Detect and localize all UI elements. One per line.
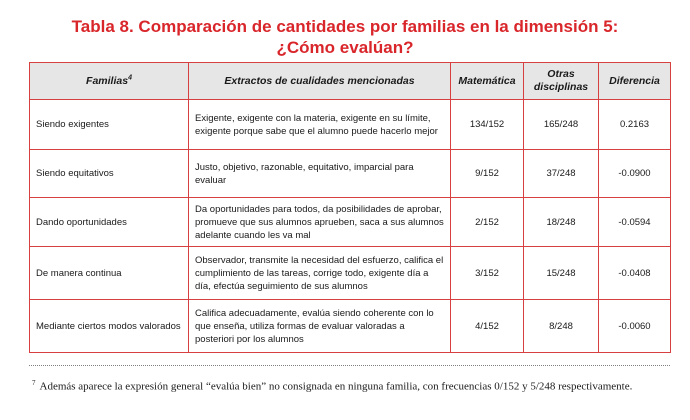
table-row	[30, 247, 671, 300]
cell-familia: De manera continua	[30, 247, 189, 300]
table-title	[0, 16, 690, 58]
cell-matematica: 3/152	[451, 247, 524, 300]
table-row	[30, 300, 671, 353]
cell-otras: 165/248	[524, 100, 599, 150]
header-otras-disciplinas: Otras disciplinas	[524, 63, 599, 100]
cell-extracto: Califica adecuadamente, evalúa siendo coherente con lo que enseña, utiliza formas de evaluar valoradas a posteriori por los alumnos	[189, 300, 451, 353]
header-diferencia: Diferencia	[599, 63, 671, 100]
cell-diferencia: 0.2163	[599, 100, 671, 150]
cell-otras: 8/248	[524, 300, 599, 353]
cell-diferencia: -0.0408	[599, 247, 671, 300]
cell-familia: Siendo equitativos	[30, 150, 189, 198]
cell-otras: 15/248	[524, 247, 599, 300]
header-extractos: Extractos de cualidades mencionadas	[189, 63, 451, 100]
cell-matematica: 4/152	[451, 300, 524, 353]
table-header-row	[30, 63, 671, 100]
header-familias-footnote-ref: 4	[128, 74, 132, 81]
table-row	[30, 150, 671, 198]
table-title-line2: ¿Cómo evalúan?	[276, 38, 414, 57]
cell-extracto: Da oportunidades para todos, da posibilidades de aprobar, promueve que sus alumnos aprueben, saca a sus alumnos adelante cuando les va mal	[189, 198, 451, 247]
comparison-table	[29, 62, 671, 353]
cell-familia: Dando oportunidades	[30, 198, 189, 247]
table-title-line1: Tabla 8. Comparación de cantidades por familias en la dimensión 5:	[71, 17, 619, 36]
table-row	[30, 198, 671, 247]
cell-otras: 18/248	[524, 198, 599, 247]
footnote-text: Además aparece la expresión general “evalúa bien” no consignada en ninguna familia, con frecuencias 0/152 y 5/248 respectivamente.	[39, 380, 633, 393]
cell-diferencia: -0.0594	[599, 198, 671, 247]
cell-matematica: 9/152	[451, 150, 524, 198]
cell-diferencia: -0.0900	[599, 150, 671, 198]
cell-familia: Siendo exigentes	[30, 100, 189, 150]
header-matematica: Matemática	[451, 63, 524, 100]
cell-familia: Mediante ciertos modos valorados	[30, 300, 189, 353]
footnote-separator	[29, 365, 670, 366]
cell-extracto: Justo, objetivo, razonable, equitativo, imparcial para evaluar	[189, 150, 451, 198]
cell-otras: 37/248	[524, 150, 599, 198]
cell-extracto: Exigente, exigente con la materia, exigente en su límite, exigente porque sabe que el alumno puede hacerlo mejor	[189, 100, 451, 150]
footnote-mark: 7	[32, 379, 36, 387]
cell-matematica: 2/152	[451, 198, 524, 247]
footnote	[32, 377, 672, 394]
cell-matematica: 134/152	[451, 100, 524, 150]
header-familias: Familias$^4$	[30, 63, 189, 100]
cell-diferencia: -0.0060	[599, 300, 671, 353]
table-row	[30, 100, 671, 150]
cell-extracto: Observador, transmite la necesidad del esfuerzo, califica el cumplimiento de las tareas, corrige todo, exigente día a día, efectúa seguimiento de sus alumnos	[189, 247, 451, 300]
